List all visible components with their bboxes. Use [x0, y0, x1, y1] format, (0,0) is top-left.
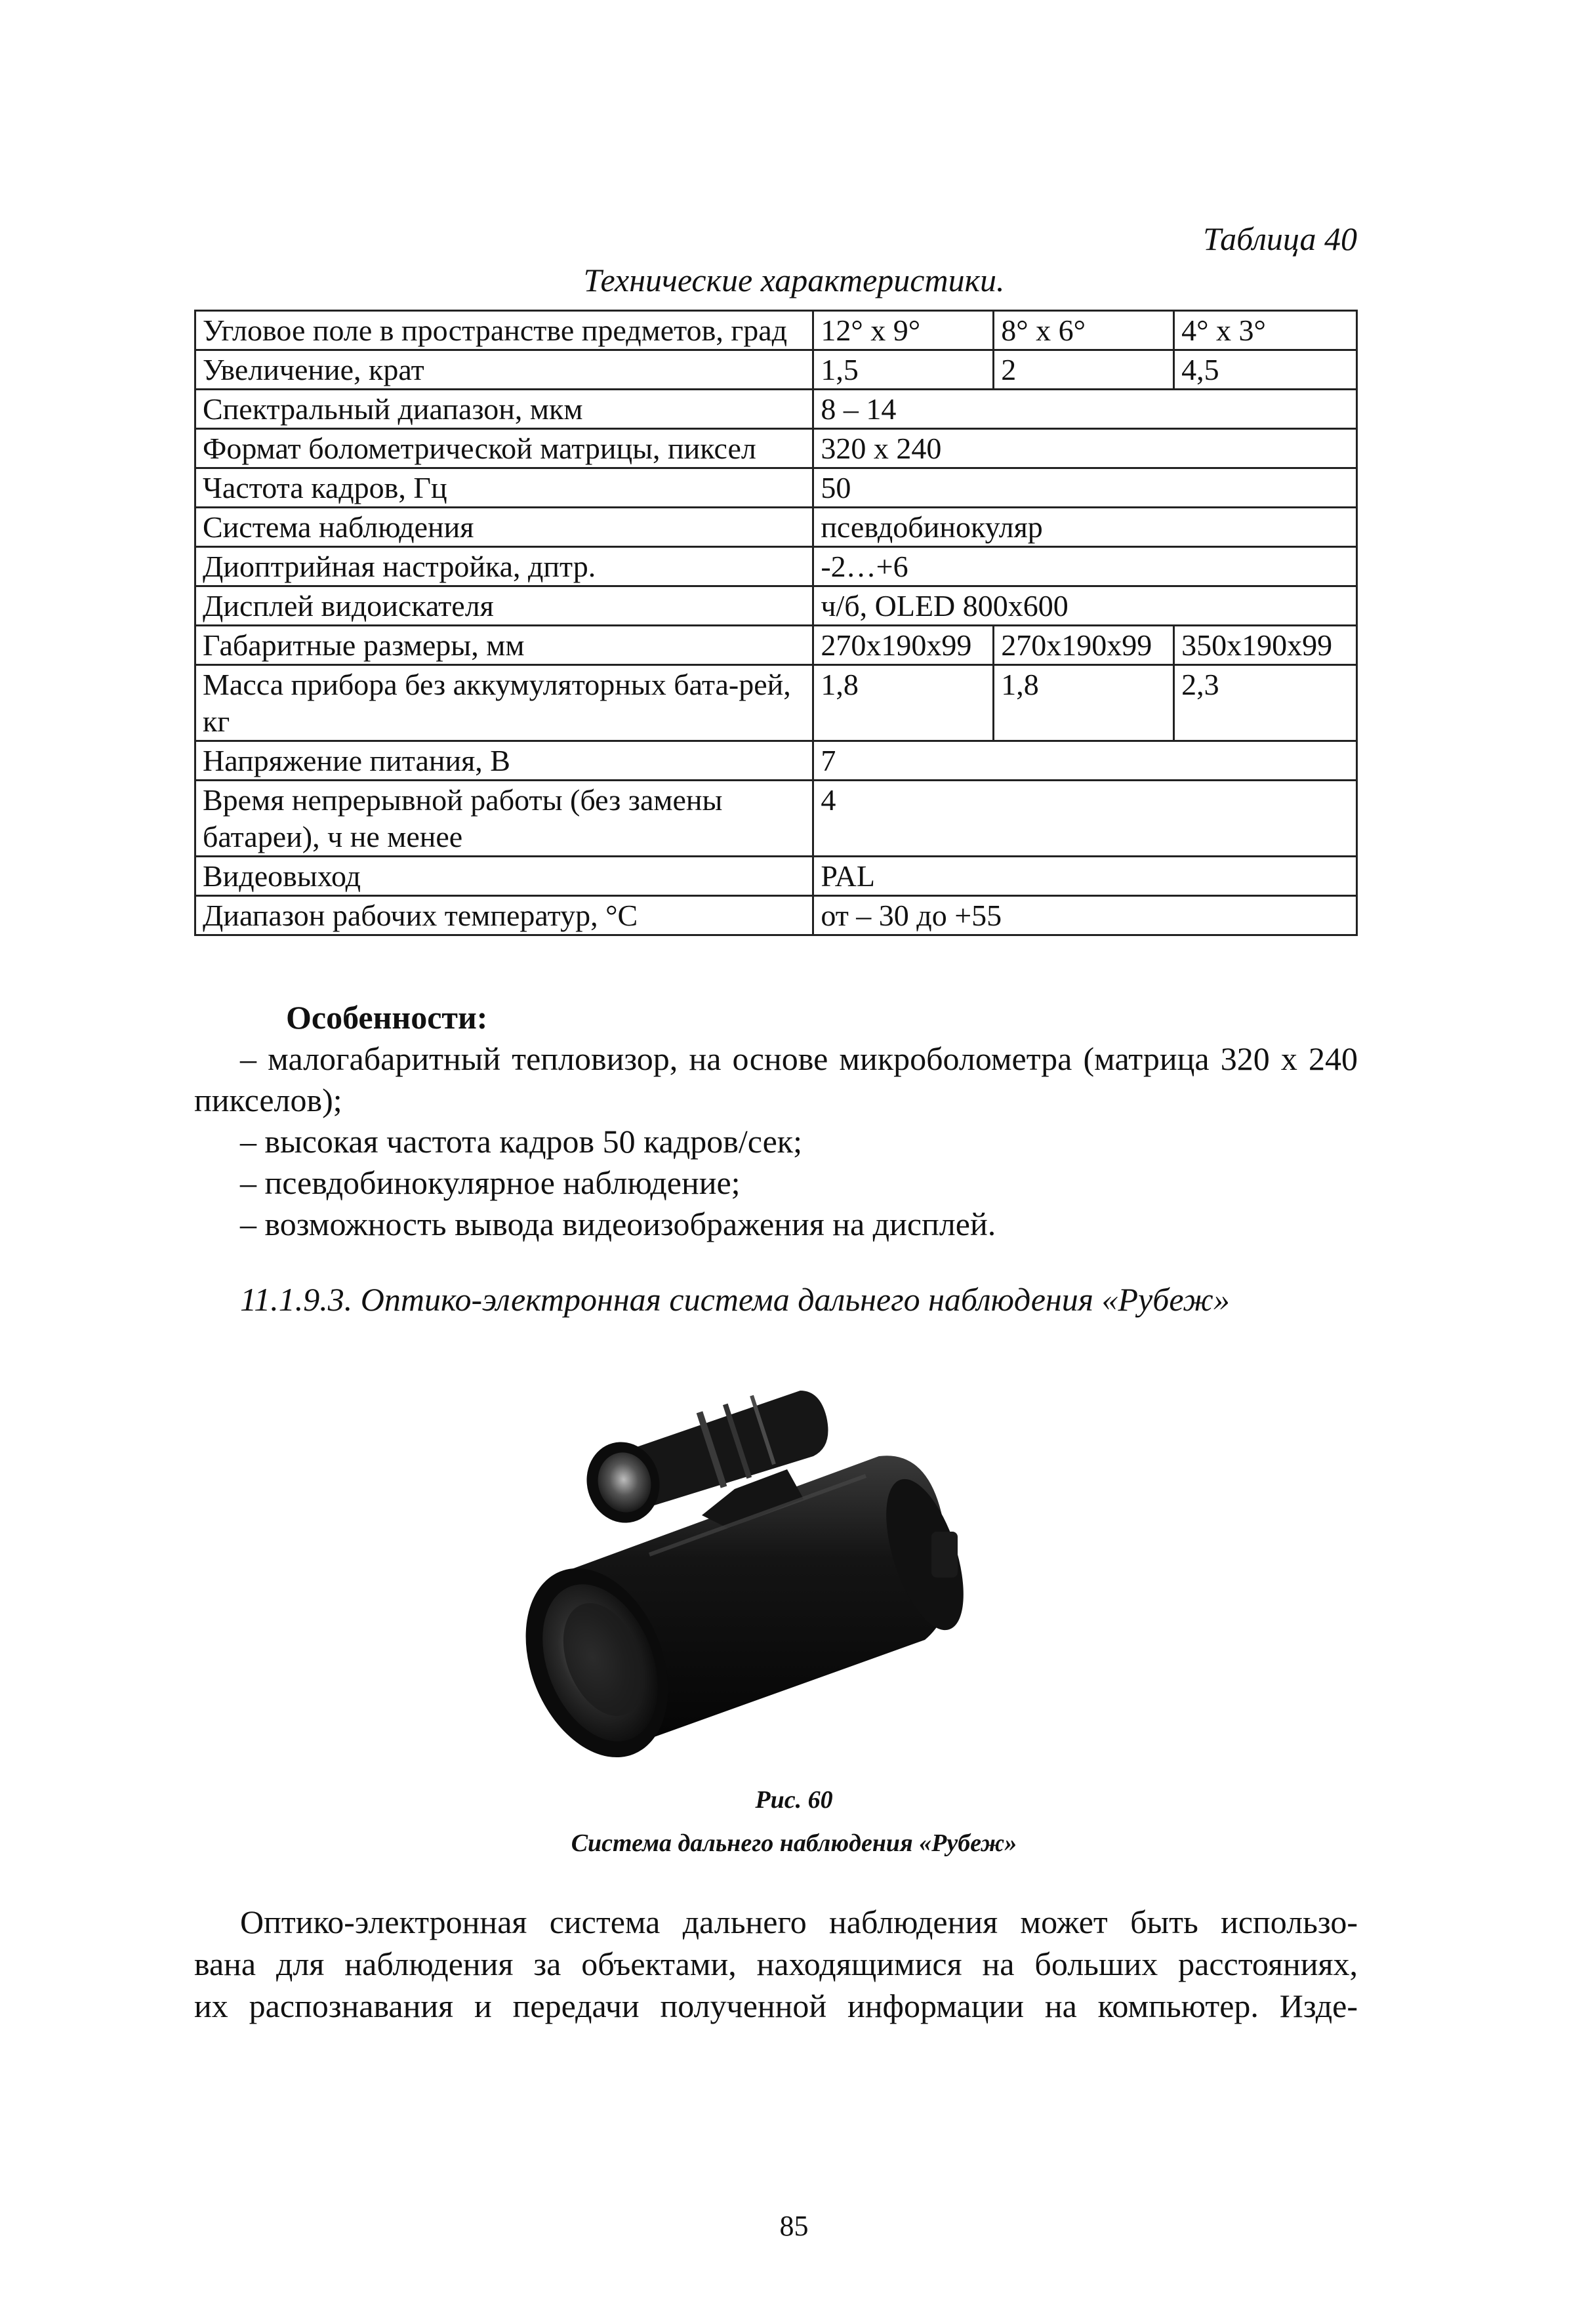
cell-value: 8° x 6° [994, 311, 1174, 350]
cell-value: 1,8 [994, 665, 1174, 741]
cell-value: 4,5 [1174, 350, 1357, 390]
table-row [195, 741, 1357, 781]
row-label: Масса прибора без аккумуляторных бата-рей, кг [195, 665, 813, 741]
table-row [195, 311, 1357, 350]
cell-value: 1,5 [813, 350, 994, 390]
table-row [195, 781, 1357, 857]
row-label: Угловое поле в пространстве предметов, град [195, 311, 813, 350]
table-row [195, 429, 1357, 468]
cell-value: 270x190x99 [994, 626, 1174, 665]
row-label: Спектральный диапазон, мкм [195, 390, 813, 429]
feature-item: – возможность вывода видеоизображения на дисплей. [240, 1206, 996, 1242]
table-number: Таблица 40 [1203, 220, 1357, 257]
table-row [195, 350, 1357, 390]
cell-value: PAL [813, 857, 1357, 896]
table-row [195, 390, 1357, 429]
table-row [195, 547, 1357, 586]
cell-value: 2,3 [1174, 665, 1357, 741]
feature-item: – малогабаритный тепловизор, на основе микроболометра (матрица 320 х 240 пикселов); [194, 1040, 1358, 1118]
body-line: Оптико-электронная система дальнего наблюдения может быть использо- [240, 1904, 1358, 1940]
cell-value: 12° x 9° [813, 311, 994, 350]
figure-label: Рис. 60 [755, 1786, 833, 1814]
row-label: Время непрерывной работы (без замены батареи), ч не менее [195, 781, 813, 857]
feature-item: – высокая частота кадров 50 кадров/сек; [240, 1123, 802, 1160]
row-label: Формат болометрической матрицы, пиксел [195, 429, 813, 468]
table-row [195, 857, 1357, 896]
cell-value: 7 [813, 741, 1357, 781]
cell-value: ч/б, OLED 800x600 [813, 586, 1357, 626]
row-label: Увеличение, крат [195, 350, 813, 390]
spec-table [194, 310, 1358, 936]
figure-caption: Система дальнего наблюдения «Рубеж» [571, 1829, 1017, 1857]
features-section [194, 997, 1358, 1245]
row-label: Система наблюдения [195, 508, 813, 547]
table-row [195, 586, 1357, 626]
section-heading: 11.1.9.3. Оптико-электронная система дальнего наблюдения «Рубеж» [240, 1281, 1230, 1318]
row-label: Диапазон рабочих температур, °С [195, 896, 813, 935]
cell-value: 270x190x99 [813, 626, 994, 665]
cell-value: 1,8 [813, 665, 994, 741]
row-label: Частота кадров, Гц [195, 468, 813, 508]
cell-value: 8 – 14 [813, 390, 1357, 429]
cell-value: псевдобинокуляр [813, 508, 1357, 547]
body-line: их распознавания и передачи полученной информации на компьютер. Изде- [194, 1988, 1358, 2024]
cell-value: 2 [994, 350, 1174, 390]
cell-value: 4 [813, 781, 1357, 857]
page-number: 85 [779, 2210, 809, 2242]
table-row [195, 626, 1357, 665]
cell-value: 320 x 240 [813, 429, 1357, 468]
body-paragraph [194, 1901, 1358, 2027]
row-label: Габаритные размеры, мм [195, 626, 813, 665]
features-heading: Особенности: [286, 999, 488, 1036]
cell-value: -2…+6 [813, 547, 1357, 586]
body-line: вана для наблюдения за объектами, находящимися на больших расстояниях, [194, 1946, 1358, 1982]
row-label: Диоптрийная настройка, дптр. [195, 547, 813, 586]
table-row [195, 508, 1357, 547]
device-photo [512, 1364, 1023, 1784]
table-row [195, 896, 1357, 935]
table-row [195, 665, 1357, 741]
cell-value: 50 [813, 468, 1357, 508]
table-title: Технические характеристики. [583, 262, 1005, 298]
row-label: Напряжение питания, В [195, 741, 813, 781]
feature-item: – псевдобинокулярное наблюдение; [240, 1164, 741, 1201]
table-row [195, 468, 1357, 508]
cell-value: 350x190x99 [1174, 626, 1357, 665]
row-label: Видеовыход [195, 857, 813, 896]
cell-value: от – 30 до +55 [813, 896, 1357, 935]
row-label: Дисплей видоискателя [195, 586, 813, 626]
cell-value: 4° x 3° [1174, 311, 1357, 350]
